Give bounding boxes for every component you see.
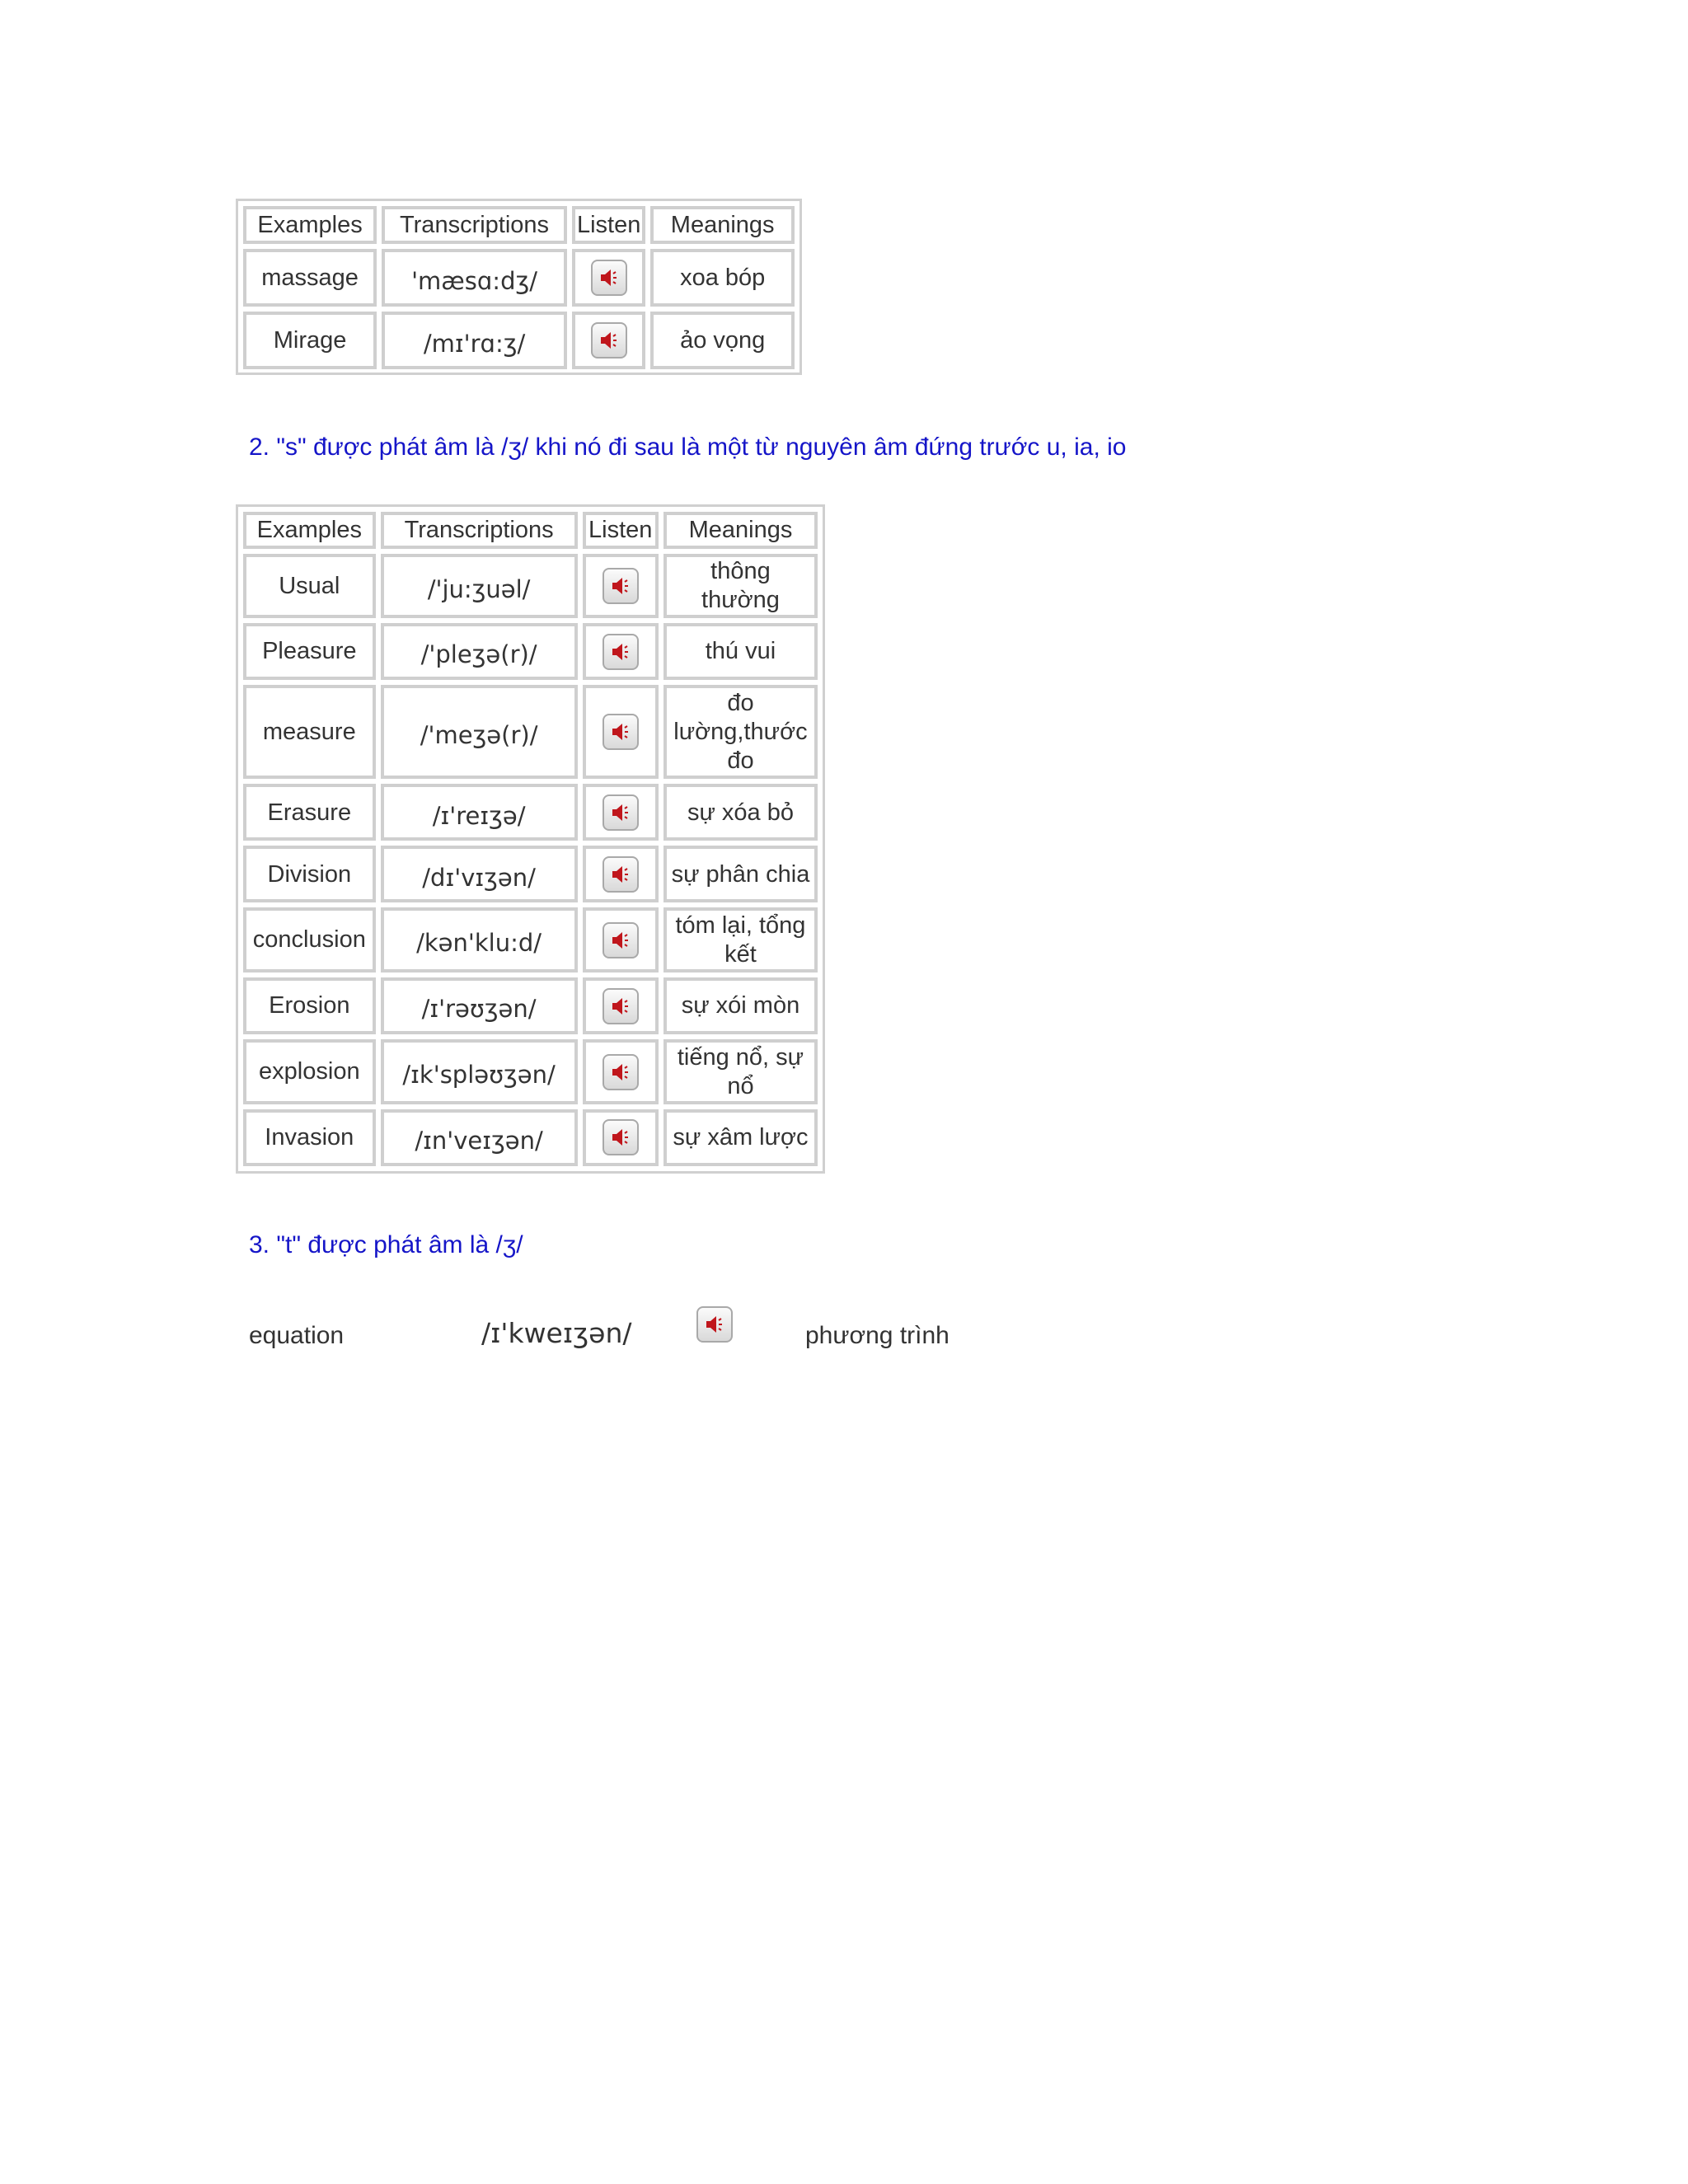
meaning-cell: tóm lại, tổng kết (663, 907, 818, 972)
meaning-cell: sự xóa bỏ (663, 784, 818, 841)
table-header-row (243, 512, 818, 549)
meaning-cell: sự xâm lược (663, 1109, 818, 1166)
meaning-cell: sự phân chia (663, 846, 818, 902)
table-row (243, 846, 818, 902)
ipa-cell: /ɪ'reɪʒə/ (381, 784, 578, 841)
word-cell: Invasion (243, 1109, 376, 1166)
speaker-icon[interactable] (603, 922, 639, 958)
speaker-icon[interactable] (603, 568, 639, 604)
ipa-cell: /dɪ'vɪʒən/ (381, 846, 578, 902)
table-row (243, 554, 818, 619)
speaker-icon[interactable] (603, 1054, 639, 1090)
table-row (243, 1039, 818, 1104)
meaning-cell: xoa bóp (650, 249, 795, 307)
table-header-row (243, 206, 795, 244)
speaker-icon[interactable] (603, 634, 639, 670)
example-word: equation (249, 1322, 345, 1349)
ipa-cell: /mɪ'rɑ:ʒ/ (382, 312, 567, 369)
meaning-cell: tiếng nổ, sự nổ (663, 1039, 818, 1104)
table-row (243, 685, 818, 779)
meaning-cell: thú vui (663, 623, 818, 680)
table-row (243, 784, 818, 841)
table-row (243, 623, 818, 680)
ipa-cell: /kən'klu:d/ (381, 907, 578, 972)
header-listen: Listen (583, 512, 659, 549)
header-transcriptions: Transcriptions (381, 512, 578, 549)
meaning-cell: thông thường (663, 554, 818, 619)
speaker-icon[interactable] (603, 988, 639, 1024)
word-cell: explosion (243, 1039, 376, 1104)
word-cell: Usual (243, 554, 376, 619)
header-listen: Listen (572, 206, 645, 244)
word-cell: conclusion (243, 907, 376, 972)
vocab-table-2 (236, 504, 825, 1174)
table-row (243, 312, 795, 369)
listen-cell (583, 1039, 659, 1104)
listen-cell (583, 846, 659, 902)
word-cell: massage (243, 249, 377, 307)
header-examples: Examples (243, 206, 377, 244)
table-row (243, 907, 818, 972)
word-cell: measure (243, 685, 376, 779)
example-ipa: /ɪ'kweɪʒən/ (481, 1317, 632, 1349)
listen-cell (572, 312, 645, 369)
speaker-icon[interactable] (591, 260, 627, 296)
ipa-cell: /'meʒə(r)/ (381, 685, 578, 779)
table-row (243, 249, 795, 307)
ipa-cell: /ɪn'veɪʒən/ (381, 1109, 578, 1166)
speaker-icon[interactable] (603, 856, 639, 893)
listen-cell (583, 685, 659, 779)
listen-cell (583, 784, 659, 841)
word-cell: Erasure (243, 784, 376, 841)
listen-cell (583, 623, 659, 680)
listen-cell (583, 554, 659, 619)
table-row (243, 1109, 818, 1166)
speaker-icon[interactable] (696, 1306, 733, 1343)
speaker-icon[interactable] (603, 714, 639, 750)
speaker-icon[interactable] (591, 322, 627, 359)
header-meanings: Meanings (650, 206, 795, 244)
speaker-icon[interactable] (603, 1119, 639, 1155)
meaning-cell: đo lường,thước đo (663, 685, 818, 779)
word-cell: Mirage (243, 312, 377, 369)
listen-cell (583, 1109, 659, 1166)
header-meanings: Meanings (663, 512, 818, 549)
listen-cell (583, 907, 659, 972)
table-row (243, 977, 818, 1034)
listen-cell (572, 249, 645, 307)
section-heading-2: 2. "s" được phát âm là /ʒ/ khi nó đi sau là một từ nguyên âm đứng trước u, ia, io (249, 434, 1127, 461)
ipa-cell: /ɪ'rəʊʒən/ (381, 977, 578, 1034)
ipa-cell: /ɪk'spləʊʒən/ (381, 1039, 578, 1104)
ipa-cell: /'pleʒə(r)/ (381, 623, 578, 680)
section-heading-3: 3. "t" được phát âm là /ʒ/ (249, 1231, 523, 1258)
meaning-cell: sự xói mòn (663, 977, 818, 1034)
ipa-cell: 'mæsɑ:dʒ/ (382, 249, 567, 307)
word-cell: Erosion (243, 977, 376, 1034)
listen-cell (583, 977, 659, 1034)
word-cell: Division (243, 846, 376, 902)
speaker-icon[interactable] (603, 794, 639, 831)
vocab-table-1 (236, 199, 802, 375)
ipa-cell: /'ju:ʒuəl/ (381, 554, 578, 619)
header-transcriptions: Transcriptions (382, 206, 567, 244)
meaning-cell: ảo vọng (650, 312, 795, 369)
header-examples: Examples (243, 512, 376, 549)
example-meaning: phương trình (805, 1322, 950, 1349)
word-cell: Pleasure (243, 623, 376, 680)
